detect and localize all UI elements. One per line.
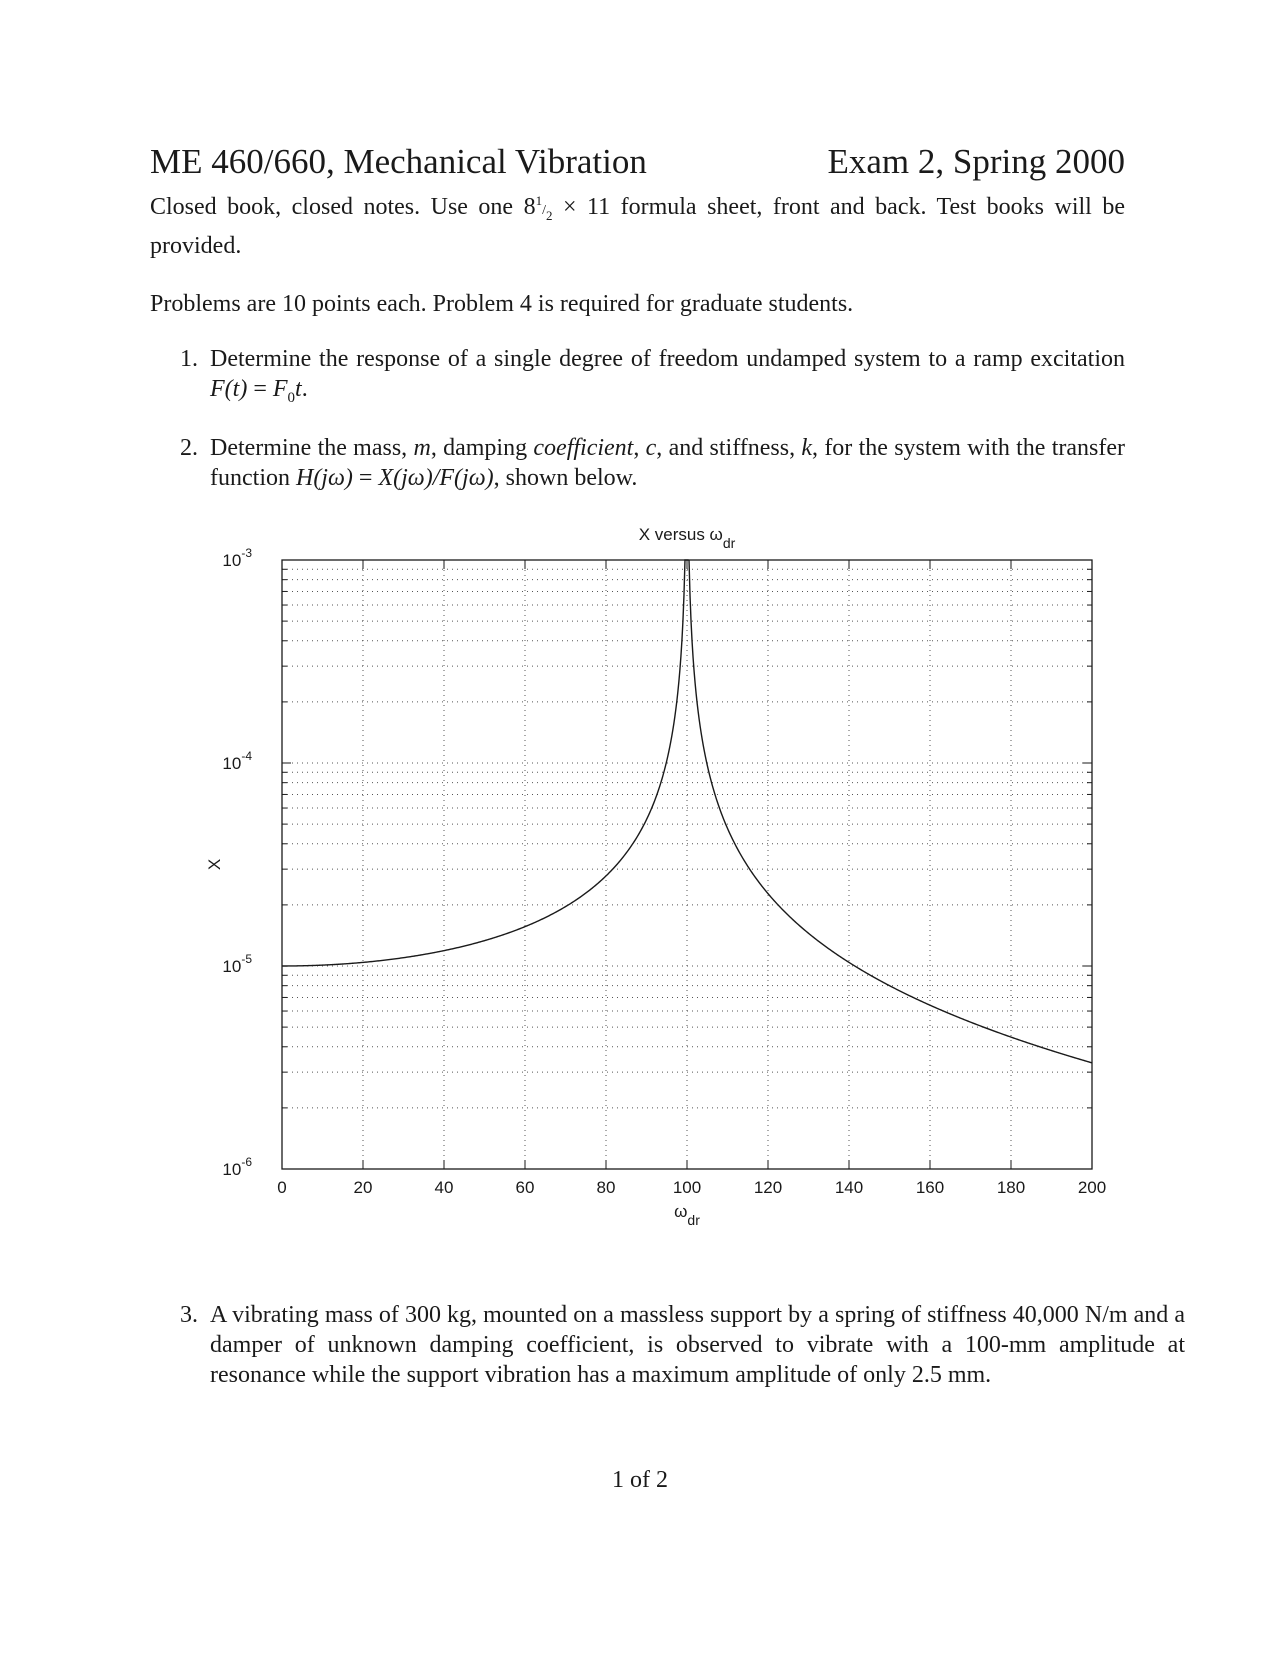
y-tick-label: $10^{-3}$ xyxy=(222,546,252,570)
plot-frame xyxy=(282,560,1092,1169)
math-h-jw: H(jω) xyxy=(295,464,353,491)
math-k: k xyxy=(801,434,813,461)
math-equals: = xyxy=(247,375,273,402)
page-number: 1 of 2 xyxy=(612,1467,668,1493)
y-axis-label: X xyxy=(205,858,224,871)
transfer-function-chart xyxy=(200,510,1120,1270)
problem-3-text: A vibrating mass of 300 kg, mounted on a massless support by a spring of stiffness 40,000 N/m and a damper of unknown damping coefficient, is observed to vibrate with a 100-mm amplitude at resonance while the support vibration has a maximum amplitude of only 2.5 mm. xyxy=(210,1302,1185,1388)
math-f0: F xyxy=(272,375,288,402)
chart-title: X versus $\omega_{dr}$ xyxy=(638,525,736,551)
exam-page xyxy=(150,140,1125,493)
course-title: ME 460/660, Mechanical Vibration xyxy=(150,142,647,181)
problem-1-text: Determine the response of a single degree of freedom undamped system to a ramp excitation xyxy=(210,345,1125,372)
x-tick-label: 0 xyxy=(277,1178,287,1197)
instructions-text-b: × 11 formula sheet, front and back. Test books will be provided. xyxy=(150,194,1126,259)
instructions: Closed book, closed notes. Use one $8^1/_2 \times 11$ formula sheet, front and back. Test books will be provided. xyxy=(150,193,1126,259)
x-tick-label: 160 xyxy=(915,1178,945,1197)
page-header xyxy=(150,140,1125,184)
problem-number: 1. xyxy=(180,345,198,372)
math-t: t xyxy=(295,375,302,402)
x-tick-label: 120 xyxy=(753,1178,783,1197)
x-tick-label: 200 xyxy=(1077,1178,1107,1197)
problem-2-text: , xyxy=(633,434,646,461)
math-period: . xyxy=(301,375,308,402)
problem-2-text: , for the system with the transfer function xyxy=(210,434,1126,491)
points-note: Problems are 10 points each. Problem 4 is required for graduate students. xyxy=(150,290,854,317)
y-tick-label: $10^{-5}$ xyxy=(222,952,252,976)
x-tick-label: 40 xyxy=(434,1178,454,1197)
chart-svg xyxy=(200,510,1120,1270)
exam-title: Exam 2, Spring 2000 xyxy=(827,142,1125,181)
problem-2-text: , and stiffness, xyxy=(656,434,802,461)
problem-3 xyxy=(150,1300,1185,1390)
math-f-of-t: F(t) xyxy=(210,375,248,402)
problem-2-text: , damping xyxy=(430,434,534,461)
problem-number: 2. xyxy=(180,434,198,461)
x-tick-label: 60 xyxy=(515,1178,535,1197)
problem-number: 3. xyxy=(180,1302,198,1328)
emphasis-coefficient: coefficient xyxy=(533,434,634,461)
x-tick-label: 100 xyxy=(672,1178,702,1197)
problem-1 xyxy=(150,344,1125,413)
fraction-numerator: 1 xyxy=(535,193,543,208)
math-c: c xyxy=(645,434,657,461)
math-equals: = xyxy=(352,464,379,491)
math-subscript-0: 0 xyxy=(287,389,296,406)
x-tick-label: 180 xyxy=(996,1178,1026,1197)
problem-2 xyxy=(150,433,1125,493)
fraction-denominator: 2 xyxy=(545,207,553,223)
math-m: m xyxy=(413,434,431,461)
x-tick-label: 80 xyxy=(596,1178,616,1197)
instructions-text-a: Closed book, closed notes. Use one 8 xyxy=(150,194,536,220)
problem-2-text: , shown below. xyxy=(493,464,638,491)
x-tick-label: 20 xyxy=(353,1178,373,1197)
x-axis-label: $\omega_{dr}$ xyxy=(674,1202,700,1228)
problem-2-text: Determine the mass, xyxy=(210,434,414,461)
y-tick-label: $10^{-6}$ xyxy=(222,1155,252,1179)
math-x-over-f: X(jω)/F(jω) xyxy=(378,464,494,491)
x-tick-label: 140 xyxy=(834,1178,864,1197)
y-tick-label: $10^{-4}$ xyxy=(222,749,252,773)
